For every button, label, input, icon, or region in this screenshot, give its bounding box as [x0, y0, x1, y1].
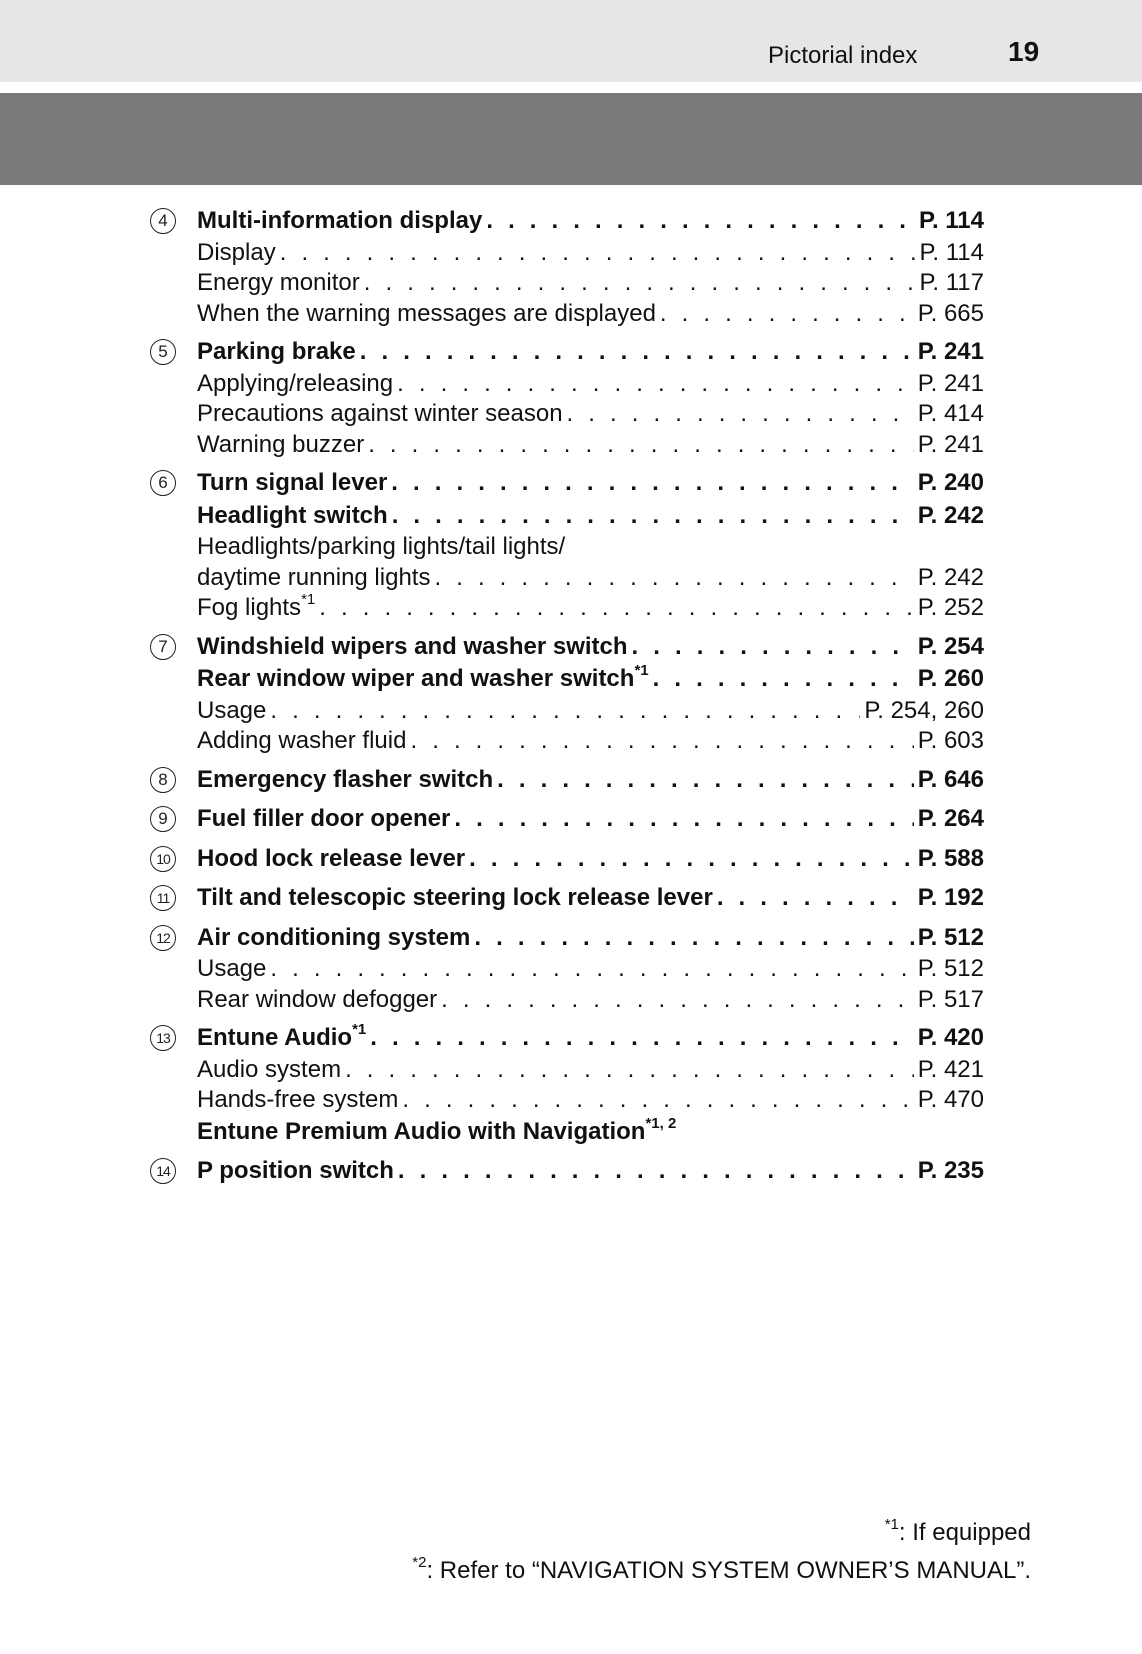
footnote-mark: *2 — [412, 1554, 427, 1571]
dot-leader — [391, 467, 913, 500]
entry-label: Adding washer fluid — [197, 727, 407, 754]
page-reference: P. 240 — [917, 469, 984, 496]
dot-leader — [280, 238, 916, 269]
dot-leader — [270, 696, 860, 727]
entry-label: Turn signal lever — [197, 469, 388, 496]
page-reference: P. 420 — [917, 1024, 984, 1051]
index-entry — [197, 843, 984, 876]
pictorial-index-list — [150, 205, 984, 1195]
index-entry — [197, 500, 984, 533]
dot-leader — [717, 882, 914, 915]
page-reference: P. 242 — [917, 501, 984, 529]
index-entry — [197, 205, 984, 238]
index-entry — [197, 803, 984, 836]
dot-leader — [469, 843, 914, 876]
page-reference: P. 241 — [917, 369, 984, 397]
dot-leader — [454, 803, 913, 836]
circled-number: 11 — [150, 885, 176, 911]
page-reference: P. 603 — [917, 727, 984, 754]
footnote-text: : If equipped — [898, 1519, 1031, 1546]
entry-label: Hands-free system — [197, 1086, 399, 1113]
dot-leader — [319, 593, 913, 624]
header-band — [0, 93, 1142, 185]
index-entry — [197, 882, 984, 915]
page-reference: P. 241 — [917, 338, 984, 365]
dot-leader — [398, 1155, 914, 1188]
entry-label: Air conditioning system — [197, 923, 471, 951]
page-reference: P. 470 — [917, 1086, 984, 1113]
index-entry — [197, 563, 984, 594]
index-entry — [197, 1022, 984, 1055]
entry-label: Entune Audio$^{*1}$ — [197, 1021, 367, 1051]
page-reference: P. 517 — [917, 985, 984, 1013]
index-group — [150, 631, 984, 757]
circled-number: 14 — [150, 1158, 176, 1184]
index-entry — [197, 1055, 984, 1086]
entry-label: Entune Premium Audio with Navigation$^{*1, 2}$ — [197, 1114, 677, 1145]
entry-label: Emergency flasher switch — [197, 765, 494, 793]
entry-label: Display — [197, 238, 276, 266]
entry-label: Audio system — [197, 1055, 342, 1083]
index-group — [150, 1155, 984, 1188]
entry-label: Applying/releasing — [197, 369, 394, 397]
entry-label: Hood lock release lever — [197, 844, 466, 872]
dot-leader — [567, 399, 914, 430]
entry-label: Fog lights$^{*1}$ — [197, 591, 316, 621]
index-entry — [197, 922, 984, 955]
page-reference: P. 235 — [917, 1157, 984, 1184]
index-group — [150, 467, 984, 624]
footnote — [412, 1552, 1031, 1590]
entry-label: Usage — [197, 955, 267, 982]
entry-label: P position switch — [197, 1157, 394, 1184]
page-number: 19 — [1008, 36, 1040, 67]
dot-leader — [345, 1055, 914, 1086]
footnote — [412, 1514, 1031, 1552]
circled-number: 4 — [150, 208, 176, 234]
page-reference: P. 242 — [917, 563, 984, 591]
index-entry — [197, 532, 984, 563]
footnote-mark: *1 — [884, 1516, 899, 1533]
page-reference: P. 588 — [917, 844, 984, 872]
entry-label: Usage — [197, 696, 267, 724]
footnote-marker: *1, 2 — [645, 1114, 677, 1132]
index-entry — [197, 336, 984, 369]
entry-label: Parking brake — [197, 338, 356, 365]
section-title: Pictorial index — [768, 42, 918, 69]
index-group — [150, 205, 984, 329]
page-reference: P. 241 — [917, 430, 984, 458]
entry-label: Fuel filler door opener — [197, 805, 451, 832]
circled-number: 13 — [150, 1025, 176, 1051]
dot-leader — [397, 369, 914, 400]
page-reference: P. 665 — [917, 299, 984, 327]
index-entry — [197, 399, 984, 430]
index-entry — [197, 369, 984, 400]
page-reference: P. 264 — [917, 805, 984, 832]
index-entry — [197, 268, 984, 299]
index-entry — [197, 726, 984, 757]
entry-label: Windshield wipers and washer switch — [197, 632, 628, 660]
index-group — [150, 882, 984, 915]
page-reference: P. 512 — [917, 923, 984, 951]
index-entry — [197, 1085, 984, 1116]
circled-number: 8 — [150, 767, 176, 793]
entry-label: Rear window wiper and washer switch$^{*1}$ — [197, 662, 649, 692]
dot-leader — [434, 563, 913, 594]
dot-leader — [392, 500, 914, 533]
dot-leader — [497, 764, 914, 797]
index-entry — [197, 467, 984, 500]
index-entry — [197, 1155, 984, 1188]
page-reference: P. 421 — [917, 1055, 984, 1083]
index-entry — [197, 663, 984, 696]
page-reference: P. 512 — [917, 955, 984, 982]
dot-leader — [402, 1085, 913, 1116]
entry-label: Warning buzzer — [197, 430, 365, 458]
page-reference: P. 114 — [919, 207, 984, 234]
index-group — [150, 922, 984, 1016]
circled-number: 9 — [150, 806, 176, 832]
index-entry — [197, 593, 984, 624]
dot-leader — [653, 663, 914, 696]
index-entry — [197, 954, 984, 985]
dot-leader — [660, 299, 914, 330]
footnote-text: : Refer to “NAVIGATION SYSTEM OWNER’S MANUAL”. — [426, 1557, 1031, 1584]
header-bar — [0, 0, 1142, 82]
index-entry — [197, 299, 984, 330]
page-reference: P. 117 — [919, 269, 984, 296]
page-reference: P. 414 — [917, 400, 984, 427]
index-entry — [197, 1116, 984, 1149]
entry-label: Headlights/parking lights/tail lights/ — [197, 533, 566, 560]
page-reference: P. 254 — [917, 632, 984, 660]
dot-leader — [486, 205, 915, 238]
page-reference: P. 192 — [917, 884, 984, 911]
footnote-marker: *1 — [301, 591, 316, 608]
entry-label: Tilt and telescopic steering lock release lever — [197, 884, 713, 911]
footnote-marker: *1 — [352, 1021, 367, 1038]
page-reference: P. 646 — [917, 765, 984, 793]
index-entry — [197, 430, 984, 461]
dot-leader — [410, 726, 913, 757]
index-group — [150, 1022, 984, 1148]
entry-label: Rear window defogger — [197, 985, 438, 1013]
index-entry — [197, 985, 984, 1016]
circled-number: 6 — [150, 470, 176, 496]
dot-leader — [370, 1022, 913, 1055]
index-group — [150, 843, 984, 876]
circled-number: 12 — [150, 925, 176, 951]
page-reference: P. 260 — [917, 665, 984, 692]
index-group — [150, 336, 984, 460]
dot-leader — [364, 268, 916, 299]
circled-number: 7 — [150, 634, 176, 660]
circled-number: 10 — [150, 846, 176, 872]
footnote-marker: *1 — [634, 662, 649, 679]
index-group — [150, 803, 984, 836]
footnotes — [412, 1514, 1031, 1590]
entry-label: When the warning messages are displayed — [197, 299, 656, 327]
index-group — [150, 764, 984, 797]
page-reference: P. 114 — [919, 238, 984, 266]
index-entry — [197, 631, 984, 664]
index-entry — [197, 696, 984, 727]
entry-label: daytime running lights — [197, 563, 431, 591]
dot-leader — [368, 430, 914, 461]
dot-leader — [474, 922, 913, 955]
dot-leader — [360, 336, 914, 369]
entry-label: Headlight switch — [197, 501, 388, 529]
dot-leader — [270, 954, 913, 985]
entry-label: Precautions against winter season — [197, 400, 563, 427]
index-entry — [197, 764, 984, 797]
page-reference: P. 254, 260 — [864, 696, 984, 724]
entry-label: Energy monitor — [197, 269, 360, 296]
page-reference: P. 252 — [917, 594, 984, 621]
dot-leader — [441, 985, 914, 1016]
entry-label: Multi-information display — [197, 207, 483, 234]
dot-leader — [632, 631, 914, 664]
circled-number: 5 — [150, 339, 176, 365]
index-entry — [197, 238, 984, 269]
